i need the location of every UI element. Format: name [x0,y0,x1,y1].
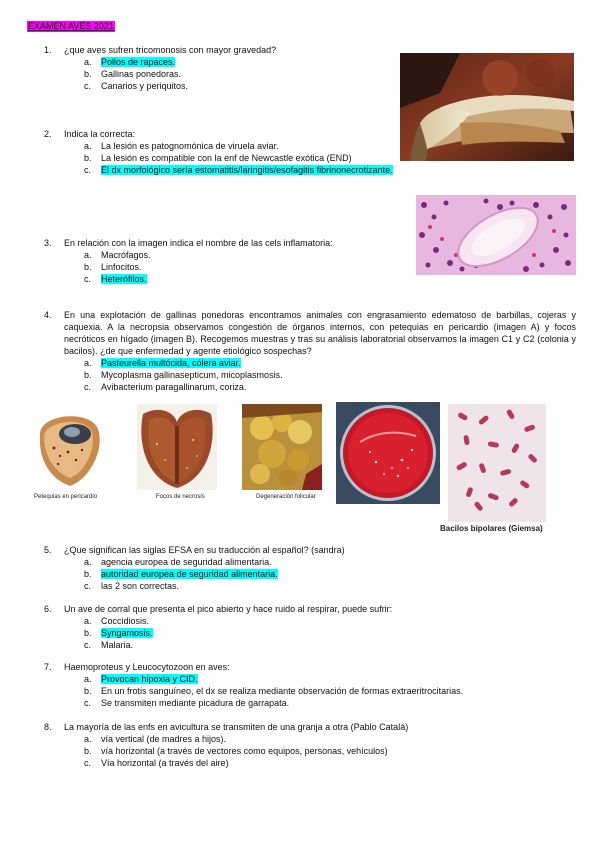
question-stem: La mayoría de las enfs en avicultura se transmiten de una granja a otra (Pablo Catalá) [64,722,409,732]
option-b[interactable]: b. vía horizontal (a través de vectores como equipos, personas, vehículos) [84,746,388,756]
option-b[interactable]: b. Gallinas ponedoras. [84,69,182,79]
option-text: Vía horizontal (a través del aire) [101,758,229,768]
question-stem: ¿Que significan las siglas EFSA en su traducción al español? (sandra) [64,545,345,555]
option-text-correct: autoridad europea de seguridad alimentaria. [101,569,278,579]
question-number: 1. [44,45,52,55]
option-text: vía vertical (de madres a hijos). [101,734,227,744]
question-number: 8. [44,722,52,732]
question-number: 3. [44,238,52,248]
pericardium-image [30,404,108,490]
option-c[interactable]: c. El dx morfológico sería estomatitis/laringitis/esofagitis fibrinonecrotizante. [84,165,393,175]
question-2 [44,128,576,176]
question-3 [44,237,576,285]
option-c[interactable]: c. las 2 son correctas. [84,581,180,591]
option-c[interactable]: c. Heterófilos. [84,274,147,284]
image-caption: Petequias en pericardio [34,494,98,500]
option-text-correct: Heterófilos. [101,274,147,284]
exam-title: EXAMEN AVES 2021 [28,21,114,31]
option-c[interactable]: c. Vía horizontal (a través del aire) [84,758,229,768]
option-text: Malaria. [101,640,134,650]
option-text: Gallinas ponedoras. [101,69,182,79]
option-text-correct: El dx morfológico sería estomatitis/laringitis/esofagitis fibrinonecrotizante. [101,165,393,175]
option-b[interactable]: b. En un frotis sanguíneo, el dx se realiza mediante observación de formas extraeritrocitarias. [84,686,464,696]
question-8 [44,721,576,769]
option-text: La lesión es compatible con la enf de Newcastle exótica (END) [101,153,352,163]
option-text: Se transmiten mediante picadura de garrapata. [101,698,290,708]
option-text-correct: Syngamosis. [101,628,153,638]
question-7 [44,661,576,709]
option-a[interactable]: a. Coccidiosis. [84,616,150,626]
option-c[interactable]: c. Avibacterium paragallinarum, coriza. [84,382,247,392]
option-text-correct: Pasteurella multócida, cólera aviar. [101,358,241,368]
option-text: vía horizontal (a través de vectores como equipos, personas, vehículos) [101,746,388,756]
option-a[interactable]: a. Macrófagos. [84,250,151,260]
option-b[interactable]: b. autoridad europea de seguridad alimentaria. [84,569,278,579]
option-text-correct: Pollos de rapaces. [101,57,176,67]
question-number: 2. [44,129,52,139]
question-stem: Indica la correcta: [64,129,136,139]
image-caption: Degeneración folicular [256,494,316,500]
question-stem: En relación con la imagen indica el nombre de las cels inflamatoria: [64,238,333,248]
question-4 [44,309,576,393]
question-stem: ¿que aves sufren tricomonosis con mayor gravedad? [64,45,277,55]
option-c[interactable]: c. Malaria. [84,640,134,650]
option-a[interactable]: a. Pollos de rapaces. [84,57,176,67]
question-stem: Un ave de corral que presenta el pico abierto y hace ruido al respirar, puede sufrir: [64,604,393,614]
option-text: Mycoplasma gallinasepticum, micoplasmosis. [101,370,283,380]
question-stem: Haemoproteus y Leucocytozoon en aves: [64,662,230,672]
option-c[interactable]: c. Canarios y periquitos. [84,81,189,91]
option-text: agencia europea de seguridad alimentaria. [101,557,272,567]
option-text: Linfocitos. [101,262,142,272]
option-a[interactable]: a. Provocan hipoxia y CID. [84,674,198,684]
bacilli-image [448,404,546,522]
option-text: Avibacterium paragallinarum, coriza. [101,382,247,392]
question-number: 6. [44,604,52,614]
option-text: las 2 son correctas. [101,581,180,591]
liver-necrosis-image [137,404,217,490]
option-c[interactable]: c. Se transmiten mediante picadura de garrapata. [84,698,290,708]
option-a[interactable]: a. La lesión es patognomónica de viruela aviar. [84,141,279,151]
option-text: Macrófagos. [101,250,151,260]
option-text: Canarios y periquitos. [101,81,189,91]
option-text: En un frotis sanguíneo, el dx se realiza mediante observación de formas extraeritrocitarias. [101,686,464,696]
option-a[interactable]: a. agencia europea de seguridad alimentaria. [84,557,272,567]
option-b[interactable]: b. Syngamosis. [84,628,153,638]
question-5 [44,544,576,592]
agar-plate-image [336,402,440,504]
option-text: Coccidiosis. [101,616,150,626]
question-number: 4. [44,310,52,320]
option-text-correct: Provocan hipoxia y CID. [101,674,198,684]
question-number: 5. [44,545,52,555]
follicle-image [242,404,322,490]
image-caption: Focos de necrosis [156,494,205,500]
option-b[interactable]: b. La lesión es compatible con la enf de Newcastle exótica (END) [84,153,352,163]
option-b[interactable]: b. Linfocitos. [84,262,142,272]
option-text: La lesión es patognomónica de viruela aviar. [101,141,279,151]
option-a[interactable]: a. Pasteurella multócida, cólera aviar. [84,358,241,368]
image-caption: Bacilos bipolares (Giemsa) [440,524,543,533]
question-stem: En una explotación de gallinas ponedoras encontramos animales con engrasamiento edematoso de barbillas, cojeras y caquexia. A la necropsia observamos congestión de órganos internos, con petequias en pericardio (imagen A) y focos necróticos en hígado (imagen B). Recogemos muestras y tras su análisis laboratorial observamos la imagen C1 y C2 (colonia y bacilos). ¿de que enfermedad y agente etiológico sospechas? [64,310,576,356]
question-6 [44,603,576,651]
option-a[interactable]: a. vía vertical (de madres a hijos). [84,734,227,744]
question-number: 7. [44,662,52,672]
option-b[interactable]: b. Mycoplasma gallinasepticum, micoplasmosis. [84,370,283,380]
